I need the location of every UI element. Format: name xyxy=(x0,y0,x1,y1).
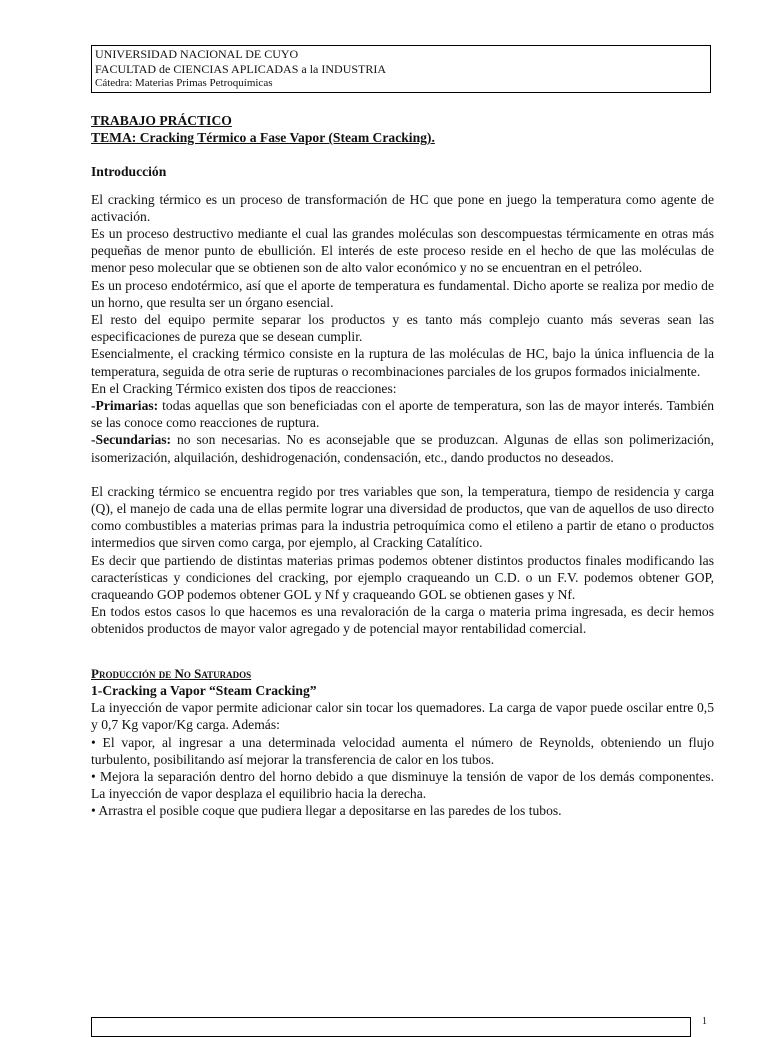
document-body xyxy=(91,112,714,820)
secundarias-text: no son necesarias. No es aconsejable que se produzcan. Algunas de ellas son polimerización, isomerización, alquilación, deshidrogenación, condensación, etc., dando productos no deseados. xyxy=(91,432,714,465)
spacer xyxy=(91,638,714,655)
paragraph: En el Cracking Térmico existen dos tipos de reacciones: xyxy=(91,380,397,396)
paragraph: El cracking térmico es un proceso de transformación de HC que pone en juego la temperatura como agente de activación. xyxy=(91,191,714,224)
header-university: UNIVERSIDAD NACIONAL DE CUYO xyxy=(95,47,299,61)
bullet-item: • Mejora la separación dentro del horno debido a que disminuye la tensión de vapor de los demás componentes. La inyección de vapor desplaza el equilibrio hacia la derecha. xyxy=(91,768,714,802)
secundarias-label: -Secundarias: xyxy=(91,432,172,448)
intro-heading: Introducción xyxy=(91,164,167,180)
paragraph: Es decir que partiendo de distintas materias primas podemos obtener distintos productos finales modificando las características y condiciones del cracking, por ejemplo craqueando un C.D. o un F.V. podemos obtener GOP, craqueando GOP podemos obtener GOL y Nf y craqueando GOL se obtienen gases y Nf. xyxy=(91,552,714,603)
header-course: Cátedra: Materias Primas Petroquímicas xyxy=(95,77,273,89)
paragraph: En todos estos casos lo que hacemos es una revaloración de la carga o materia prima ingresada, es decir hemos obtenidos productos de mayor valor agregado y de potencial mayor rentabilidad comercial. xyxy=(91,604,714,637)
primarias-label: -Primarias: xyxy=(91,398,159,414)
bullet-item: • El vapor, al ingresar a una determinada velocidad aumenta el número de Reynolds, obteniendo un flujo turbulento, posibilitando así mejorar la transferencia de calor en los tubos. xyxy=(91,734,714,767)
secundarias-paragraph xyxy=(91,431,714,465)
spacer xyxy=(91,466,714,483)
production-heading: Producción de No Saturados xyxy=(91,665,252,681)
primarias-paragraph xyxy=(91,397,714,431)
paragraph: El cracking térmico se encuentra regido por tres variables que son, la temperatura, tiempo de residencia y carga (Q), el manejo de cada una de ellas permite lograr una diversidad de productos, que van de aquellos de uso directo como combustibles a materias primas para la industria petroquímica como el etileno a partir de etano o productos intermedios que sirven como carga, por ejemplo, al Cracking Catalítico. xyxy=(91,483,714,551)
footer-box xyxy=(91,1017,691,1037)
primarias-text: todas aquellas que son beneficiadas con el aporte de temperatura, son las de mayor interés. También se las conoce como reacciones de ruptura. xyxy=(91,398,714,431)
paragraph: La inyección de vapor permite adicionar calor sin tocar los quemadores. La carga de vapor puede oscilar entre 0,5 y 0,7 Kg vapor/Kg carga. Además: xyxy=(91,700,714,733)
bullet-item: • Arrastra el posible coque que pudiera llegar a depositarse en las paredes de los tubos. xyxy=(91,803,562,819)
paragraph: Es un proceso endotérmico, así que el aporte de temperatura es fundamental. Dicho aporte se realiza por medio de un horno, que resulta ser un órgano esencial. xyxy=(91,277,714,310)
paragraph: Es un proceso destructivo mediante el cual las grandes moléculas son descompuestas térmicamente en otras más pequeñas de menor punto de ebullición. El interés de este proceso reside en el hecho de que las moléculas de menor peso molecular que se obtienen son de alto valor económico y no se encuentran en el petróleo. xyxy=(91,226,714,276)
header-box xyxy=(91,45,711,93)
page-number: 1 xyxy=(702,1016,707,1027)
doc-topic: TEMA: Cracking Térmico a Fase Vapor (Steam Cracking). xyxy=(91,130,435,146)
steam-cracking-heading: 1-Cracking a Vapor “Steam Cracking” xyxy=(91,682,317,698)
paragraph: El resto del equipo permite separar los productos y es tanto más complejo cuanto más severas sean las especificaciones de pureza que se desean cumplir. xyxy=(91,312,714,345)
doc-title: TRABAJO PRÁCTICO xyxy=(91,113,232,128)
header-faculty: FACULTAD de CIENCIAS APLICADAS a la INDUSTRIA xyxy=(95,61,387,76)
paragraph: Esencialmente, el cracking térmico consiste en la ruptura de las moléculas de HC, bajo la única influencia de la temperatura, seguida de otra serie de rupturas o recombinaciones parciales de los grupos formados inicialmente. xyxy=(91,346,714,379)
